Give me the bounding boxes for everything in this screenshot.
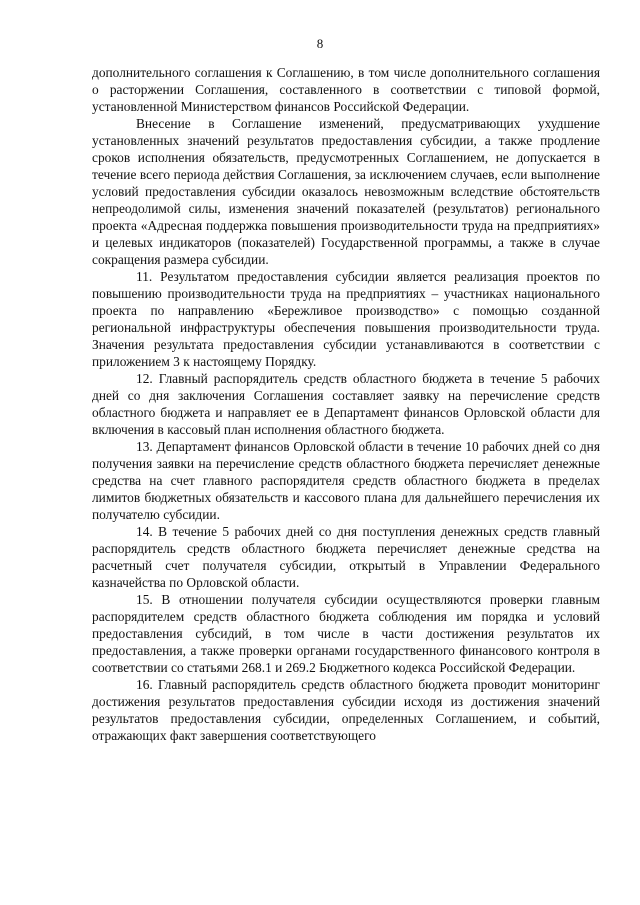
- page-number: 8: [316, 36, 324, 51]
- paragraph-amendments: Внесение в Соглашение изменений, предусматривающих ухудшение установленных значений результатов предоставления субсидии, а также продление сроков исполнения обязательств, предусмотренных Соглашением, не допускается в течение всего периода действия Соглашения, за исключением случаев, если выполнение условий предоставления субсидии оказалось невозможным вследствие обстоятельств непреодолимой силы, изменения значений показателей (результатов) регионального проекта «Адресная поддержка повышения производительности труда на предприятиях» и целевых индикаторов (показателей) Государственной программы, а также в случае сокращения размера субсидии.: [92, 116, 600, 267]
- document-body: [92, 64, 600, 744]
- paragraph-continuation: дополнительного соглашения к Соглашению, в том числе дополнительного соглашения о расторжении Соглашения, составленного в соответствии с типовой формой, установленной Министерством финансов Российской Федерации.: [92, 65, 600, 114]
- paragraph-15: 15. В отношении получателя субсидии осуществляются проверки главным распорядителем средств областного бюджета соблюдения им порядка и условий предоставления субсидий, в том числе в части достижения результатов их предоставления, а также проверки органами государственного финансового контроля в соответствии со статьями 268.1 и 269.2 Бюджетного кодекса Российской Федерации.: [92, 592, 600, 675]
- paragraph-11: 11. Результатом предоставления субсидии является реализация проектов по повышению производительности труда на предприятиях – участниках национального проекта по направлению «Бережливое производство» с помощью созданной региональной инфраструктуры обеспечения повышения производительности труда. Значения результата предоставления субсидии устанавливаются в соответствии с приложением 3 к настоящему Порядку.: [92, 269, 600, 369]
- paragraph-13: 13. Департамент финансов Орловской области в течение 10 рабочих дней со дня получения заявки на перечисление средств областного бюджета перечисляет денежные средства на счет главного распорядителя средств областного бюджета в пределах лимитов бюджетных обязательств и кассового плана для дальнейшего перечисления их получателю субсидии.: [92, 439, 600, 522]
- paragraph-14: 14. В течение 5 рабочих дней со дня поступления денежных средств главный распорядитель средств областного бюджета перечисляет денежные средства на расчетный счет получателя субсидии, открытый в Управлении Федерального казначейства по Орловской области.: [92, 524, 600, 590]
- paragraph-16: 16. Главный распорядитель средств областного бюджета проводит мониторинг достижения результатов предоставления субсидии исходя из достижения значений результатов предоставления субсидии, определенных Соглашением, и событий, отражающих факт завершения соответствующего: [92, 677, 600, 743]
- paragraph-12: 12. Главный распорядитель средств областного бюджета в течение 5 рабочих дней со дня заключения Соглашения составляет заявку на перечисление средств областного бюджета и направляет ее в Департамент финансов Орловской области для включения в кассовый план исполнения областного бюджета.: [92, 371, 600, 437]
